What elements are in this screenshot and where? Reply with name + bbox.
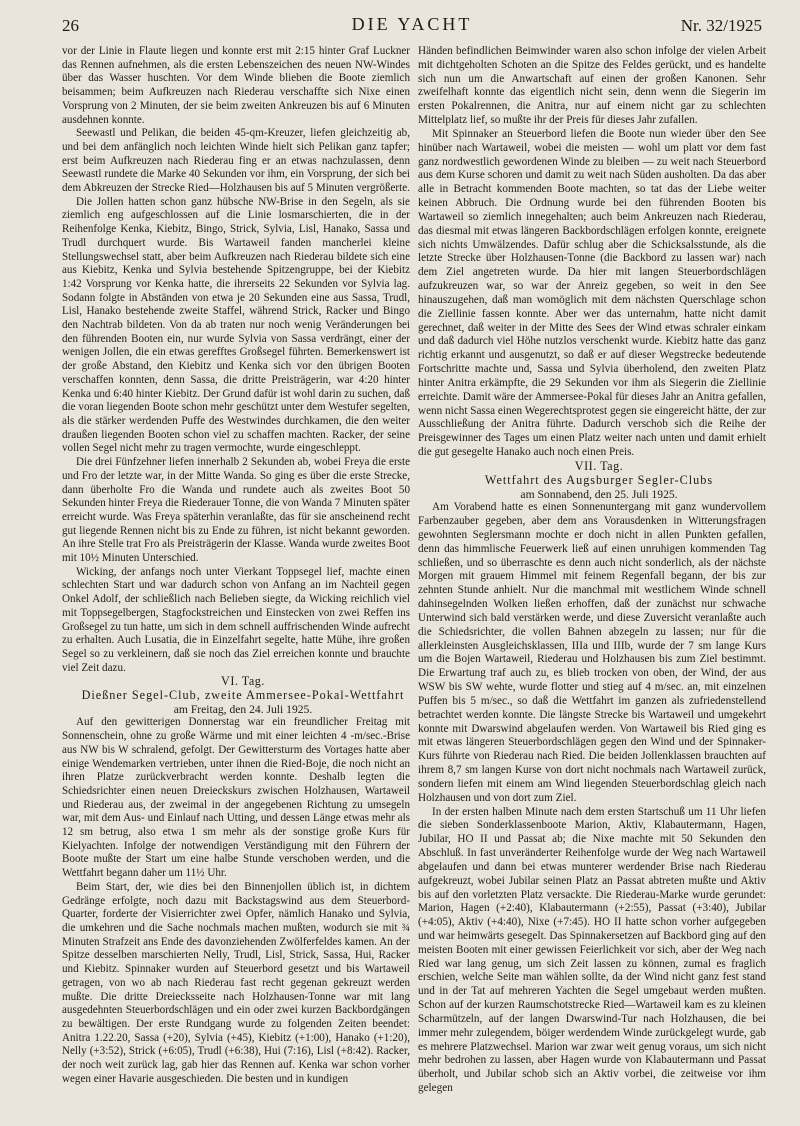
- issue-number: Nr. 32/1925: [680, 16, 762, 35]
- page-header: [62, 14, 762, 44]
- page-number: 26: [62, 16, 79, 35]
- paragraph: Händen befindlichen Beimwinder waren also schon infolge der vielen Arbeit mit dichtgeholten Schoten an die Spitze des Feldes gerückt, und es handelte sich nun um die Anwartschaft auf einen der großen Kanonen. Sehr zweifelhaft konnte das eigentlich nicht sein, denn wenn die Siegerin im ersten Pokalrennen, die Anitra, nur auf einem nicht gar zu schlechten Mittelplatz lief, so mußte ihr der Preis für dieses Jahr zufallen.: [418, 45, 766, 127]
- paragraph: Beim Start, der, wie dies bei den Binnenjollen üblich ist, in dichtem Gedränge erfolgte, noch dazu mit Backstagswind aus dem Steuerbord-Quarter, forderte der Visierrichter zwei Opfer, nämlich Hanako und Sylvia, die umkehren und die Sache nochmals machen mußten, wodurch sie mit ¾ Minuten Strafzeit ans Ende des davonziehenden Zwölferfeldes kamen. An der Spitze desselben marschierten Nelly, Trudl, Lisl, Strick, Sassa, Hui, Racker und Kiebitz. Spinnaker wurden auf Steuerbord gesetzt und bis Wartaweil getragen, von wo ab nach Riederau fast recht gegenan gekreuzt werden mußte. Die dritte Dreiecksseite nach Holzhausen-Tonne war mit lang ausgedehnten Steuerbordschlägen und ein oder zwei kurzen Backbordgängen zu bewältigen. Der erste Rundgang wurde zu folgenden Zeiten beendet: Anitra 1.22.20, Sassa (+20), Sylvia (+45), Kiebitz (+1:00), Hanako (+1:20), Nelly (+3:52), Strick (+6:05), Trudl (+6:38), Hui (7:16), Lisl (+8:42). Racker, der noch weit zurück lag, gab hier das Rennen auf. Kenka war schon vorher wegen einer Havarie ausgeschieden. Die besten und in kundigen: [62, 880, 410, 1085]
- paragraph: Wicking, der anfangs noch unter Vierkant Toppsegel lief, machte einen schlechten Start und war dadurch schon von Anfang an im Nachteil gegen Onkel Adolf, der schließlich nach Belieben siegte, da Wicking reichlich viel mit Toppsegelbergen, Stagfockstreichen und Einstecken von zwei Reffen ins Großsegel zu tun hatte, um sich in dem schnell auffrischenden Winde aufrecht zu erhalten. Auch Lusatia, die in Einzelfahrt segelte, hatte Mühe, ihre großen Segel so zu verkleinern, daß sie noch das Ziel erreichen konnte und brauchte viel Zeit dazu.: [62, 565, 410, 674]
- paragraph: Mit Spinnaker an Steuerbord liefen die Boote nun wieder über den See hinüber nach Wartaweil, wobei die meisten — wohl um platt vor dem fast ganz nordwestlich gewordenen Winde zu bleiben — zu weit nach Steuerbord aus dem Kurse schoren und damit zu weit nach Süden ausholten. Da das aber alle in Betracht kommenden Boote machten, so tat das der Liebe weiter keinen Abbruch. Die Ordnung wurde bei den führenden Booten bis Wartaweil so ziemlich innegehalten; auch beim Ankreuzen nach Riederau, das diesmal mit etwas längeren Backbordschlägen erfolgen konnte, ereignete sich nichts Umwälzendes. Dafür schlug aber die Schicksalsstunde, als die letzte Strecke über Holzhausen-Tonne (die Backbord zu lassen war) nach dem Ziel angetreten wurde. Da hier mit langen Steuerbordschlägen aufzukreuzen war, so war der Anreiz gegeben, so weit in den See hinauszugehen, daß man womöglich mit dem nächsten Querschlage schon die Ziellinie fassen konnte. Aber wer das unternahm, hatte nicht damit gerechnet, daß weiter in der Mitte des Sees der Wind etwas schraler einkam und daß dadurch viel Höhe nutzlos verschenkt wurde. Kiebitz hatte das ganz richtig erkannt und ausgenutzt, so daß er auf dieser Wegstrecke bedeutende Fortschritte machte und, Sassa und Sylvia überholend, den zweiten Platz hinter Anitra erkämpfte, die 29 Sekunden vor ihm als Siegerin die Ziellinie erreichte. Damit wäre der Ammersee-Pokal für dieses Jahr an Anitra gefallen, wenn nicht Sassa einen Wegerechtsprotest gegen sie eingereicht hätte, der zur Ausschließung der Anitra führte. Dadurch verschob sich die Reihe der Preisgewinner des Tages um einen Platz weiter nach unten und damit erhielt die gut gesegelte Hanako auch noch einen Preis.: [418, 127, 766, 459]
- paragraph: vor der Linie in Flaute liegen und konnte erst mit 2:15 hinter Graf Luckner das Rennen aufnehmen, als die ersten Lebenszeichen des neuen NW-Windes über das Wasser huschten. Vor dem Winde blieben die Boote ziemlich beisammen; beim Aufkreuzen nach Riederau verschaffte sich Nixe einen Vorsprung von 2 Minuten, der sie beim zweiten Ankreuzen bis auf 6 Minuten ausdehnen konnte.: [62, 45, 410, 126]
- section-date: am Sonnabend, den 25. Juli 1925.: [520, 487, 678, 501]
- section-date: am Freitag, den 24. Juli 1925.: [173, 702, 313, 716]
- paragraph: Seewastl und Pelikan, die beiden 45-qm-Kreuzer, liefen gleichzeitig ab, und bei dem anfänglich noch leichten Winde hielt sich Pelikan ganz tapfer; erst beim Aufkreuzen nach Riederau fing er an etwas nachzulassen, denn Seewastl rundete die Marke 40 Sekunden vor ihm, ein Vorsprung, der sich bei dem Abkreuzen der Strecke Ried—Holzhausen bis auf 5 Minuten vergrößerte.: [62, 127, 410, 195]
- paragraph: In der ersten halben Minute nach dem ersten Startschuß um 11 Uhr liefen die sieben Sonderklassenboote Marion, Aktiv, Klabautermann, Hagen, Jubilar, HO II und Passat ab; die Nixe machte mit 50 Sekunden den Abschluß. In fast unveränderter Reihenfolge wurde der Weg nach Wartaweil abgelaufen und dann bei etwas munterer werdender Brise nach Riederau aufgekreuzt, wobei Jubilar seinen Platz an Passat abtreten mußte und Aktiv bis auf den vorletzten Platz versackte. Die Riederau-Marke wurde gerundet: Marion, Hagen (+2:40), Klabautermann (+2:55), Passat (+3:40), Jubilar (+4:05), Aktiv (+4:40), Nixe (+7:45). HO II hatte schon vorher aufgegeben und war heimwärts gesegelt. Das Spinnakersetzen auf Backbord ging auf den meisten Booten mit einer gewissen Feierlichkeit vor sich, aber der Weg nach Ried war lang genug, um sich Zeit lassen zu können, zumal es fraglich erschien, welche Seite man wählen sollte, da der Wind nicht ganz fest stand und in der Tat auf mehreren Yachten die Segel umgebaut werden mußten. Schon auf der kurzen Raumschotstrecke Ried—Wartaweil kam es zu kleinen Scharmützeln, auf der langen Dwarswind-Tur nach Holzhausen, die bei immer mehr zulegendem, böiger werdendem Winde zurückgelegt wurde, gab es mehrere Platzwechsel. Marion war zwar weit genug voraus, um sich nicht mehr bedrohen zu lassen, aber Hagen wurde von Klabautermann und Passat überholt, und Jubilar schob sich an Aktiv vorbei, die zeitweise vor ihm gelegen: [418, 805, 766, 1095]
- paragraph: Die drei Fünfzehner liefen innerhalb 2 Sekunden ab, wobei Freya die erste und Fro der letzte war, in der Mitte Wanda. So ging es über die erste Strecke, dann überholte Fro die Wanda und rundete auch als zweites Boot 50 Sekunden hinter Freya die Riederauer Tonne, die von Wanda 7 Minuten später erreicht wurde. Was Freya späterhin veranlaßte, das für sie anscheinend recht gut liegende Rennen nicht bis zu Ende zu führen, ist nicht bekannt geworden. An ihre Stelle trat Fro als Preisträgerin der Klasse. Wanda wurde zweites Boot mit 10½ Minuten Unterschied.: [62, 456, 410, 565]
- left-column: [62, 45, 410, 1086]
- magazine-title: DIE YACHT: [351, 14, 473, 34]
- paragraph: Auf den gewitterigen Donnerstag war ein freundlicher Freitag mit Sonnenschein, ohne zu große Wärme und mit einer leichten 4 -m/sec.-Brise aus NW bis W schralend, gefolgt. Der Gewittersturm des Vortages hatte aber einige Wendemarken vertrieben, unter ihnen die Ried-Boje, die noch nicht an ihren Platze zurückverbracht werden konnte. Deshalb legten die Schiedsrichter einen neuen Dreieckskurs zwischen Holzhausen, Wartaweil und Riederau aus, der zweimal in der angegebenen Richtung zu umsegeln war, mit dem Aus- und Einlauf nach Utting, und dessen Länge etwas mehr als 12 sm betrug, also etwa 1 sm mehr als der sonstige große Kurs für Kielyachten. Infolge der notwendigen Verständigung mit den Führern der Boote mußte der Start um eine halbe Stunde verschoben werden, und die Wettfahrt begann daher um 11½ Uhr.: [62, 716, 410, 880]
- section-day-title: VI. Tag.: [221, 674, 265, 689]
- right-column: [418, 45, 766, 1096]
- paragraph: Am Vorabend hatte es einen Sonnenuntergang mit ganz wundervollem Farbenzauber gegeben, aber dem ans Vorausdenken in Witterungsfragen gewohnten Seglersmann mochte er doch nicht in allen Punkten gefallen, denn das himmlische Feuerwerk ließ auf einen unruhigen kommenden Tag schließen, und so überraschte es denn auch nicht sonderlich, als der nächste Morgen mit grauem Himmel mit feinem Regenfall begann, der bis zur zehnten Stunde anhielt. Nur die manchmal mit westlichem Winde schnell dahinsegelnden Wolken ließen erhoffen, daß der zunächst nur schwache Unterwind sich bald verstärken werde, und diese Zuversicht veranlaßte auch die Schiedsrichter, die vollen Bahnen abzegeln zu lassen; nur für die allerkleinsten Ausgleichsklassen, IIIa und IIIb, wurde der 7 sm lange Kurs um die Bojen Wartaweil, Riederau und Holzhausen bis zum Ziel bestimmt. Die Erwartung traf auch zu, es blieb trocken von oben, der Wind, der aus WSW bis SW wehte, wurde flotter und stieg auf 4 m/sec. an, mit einzelnen Puffen bis 5 m/sec., so daß die Wettfahrt im ganzen als zufriedenstellend betrachtet werden konnte. Die längste Strecke bis Wartaweil und umgekehrt konnte mit Dwarswind abgelaufen werden. Von Wartaweil bis Ried ging es mit etwas längeren Steuerbordschlägen gegen den Wind und der Spinnaker-Kurs führte von Riederau nach Ried. Die beiden Jollenklassen brauchten auf ihrem 8,7 sm langen Kurse von dort nicht nochmals nach Wartaweil zurück, sondern liefen mit einem am Wind liegenden Steuerbordschlag gleich nach Holzhausen und von dort zum Ziel.: [418, 501, 766, 804]
- section-heading: Dießner Segel-Club, zweite Ammersee-Pokal-Wettfahrt: [81, 688, 405, 703]
- paragraph: Die Jollen hatten schon ganz hübsche NW-Brise in den Segeln, als sie ziemlich eng aufgeschlossen auf die Linie losmarschierten, die in der Reihenfolge Kenka, Kiebitz, Bingo, Strick, Sylvia, Lisl, Hanako, Sassa und Trudl durchquert wurde. Bis Wartaweil fanden mancherlei kleine Stellungswechsel statt, aber beim Aufkreuzen nach Riederau bildete sich eine aus Kiebitz, Kenka und Sylvia bestehende Spitzengruppe, bei der Kiebitz 1:42 Vorsprung vor Kenka hatte, die ihrerseits 22 Sekunden vor Sylvia lag. Sodann folgte in Abständen von etwa je 20 Sekunden eine aus Sassa, Trudl, Lisl, Hanako bestehende zweite Staffel, während Strick, Racker und Bingo den Nachtrab bildeten. Von da ab traten nur noch wenig Veränderungen bei den führenden Booten ein, nur wurde Sylvia von Sassa verdrängt, einer der wenigen Jollen, die ein etwas gerefftes Großsegel führten. Bemerkenswert ist der große Abstand, den Kiebitz und Kenka sich vor den übrigen Booten verschaffen konnten, denn Sassa, die dritte Preisträgerin, war 4:20 hinter Kenka und 6:40 hinter Kiebitz. Der Grund dafür ist wohl darin zu suchen, daß die voran liegenden Boote schon mehr geschützt unter dem Westufer segelten, als die stärker werdenden Puffe des Westwindes durchkamen, die den weiter draußen liegenden Booten schon viel zu schaffen machten. Racker, der seine vollen Segel nicht mehr zu tragen vermochte, wurde eingeschleppt.: [62, 195, 410, 455]
- section-day-title: VII. Tag.: [574, 458, 624, 473]
- section-heading: Wettfahrt des Augsburger Segler-Clubs: [484, 472, 714, 487]
